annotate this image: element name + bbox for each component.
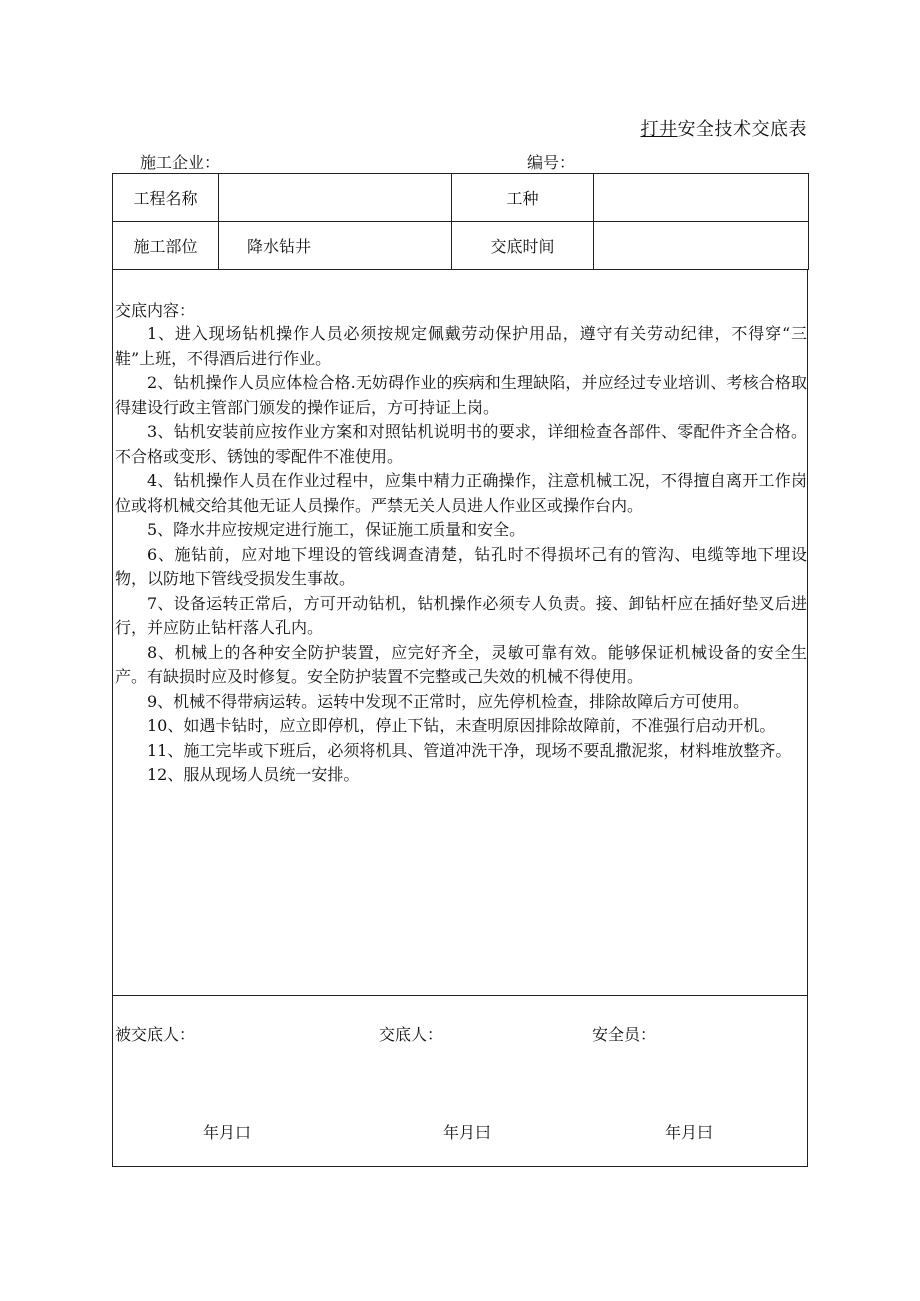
presenter-date: 年月曰 [443,1123,492,1142]
content-item: 4、钻机操作人员在作业过程中，应集中精力正确操作，注意机械工况，不得擅自离开工作岗位或将机械交给其他无证人员操作。严禁无关人员进人作业区或操作台内。 [115,471,807,515]
time-label: 交底时间 [452,222,594,270]
content-item: 8、机械上的各种安全防护装置，应完好齐全，灵敏可靠有效。能够保证机械设备的安全生产。有缺损时应及时修复。安全防护装置不完整或己失效的机械不得使用。 [115,642,807,686]
content-heading: 交底内容： [115,301,196,320]
receiver-label: 被交底人： [115,1025,196,1044]
signature-section [112,996,808,1167]
location-label: 施工部位 [113,222,219,270]
trade-value[interactable] [594,174,809,222]
title-underlined-part: 打井 [640,119,678,140]
content-item: 5、降水井应按规定进行施工，保证施工质量和安全。 [147,520,526,539]
content-item: 10、如遇卡钻时，应立即停机，停止下钻，未查明原因排除故障前，不准强行启动开机。 [147,716,776,735]
content-item: 11、施工完毕或下班后，必须将机具、管道冲洗干净，现场不要乱撒泥浆，材料堆放整齐。 [147,740,792,760]
company-label: 施工企业： [140,153,221,172]
presenter-label: 交底人： [379,1025,444,1044]
location-value[interactable]: 降水钻井 [219,222,452,270]
project-name-label: 工程名称 [113,174,219,222]
info-row-1 [113,174,809,222]
trade-label: 工种 [452,174,594,222]
content-section [112,270,808,996]
content-items [115,322,807,788]
content-item: 12、服从现场人员统一安排。 [147,765,360,784]
safety-officer-date: 年月曰 [665,1123,714,1142]
content-item: 3、钻机安装前应按作业方案和对照钻机说明书的要求，详细检查各部件、零配件齐全合格。不合格或变形、锈蚀的零配件不准使用。 [115,422,807,466]
content-item: 7、设备运转正常后，方可开动钻机，钻机操作必须专人负责。接、卸钻杆应在插好垫叉后进行，并应防止钻杆落人孔内。 [115,593,807,637]
document-title [641,115,808,141]
project-name-value[interactable] [219,174,452,222]
content-item: 2、钻机操作人员应体检合格.无妨碍作业的疾病和生理缺陷，并应经过专业培训、考核合格取得建设行政主管部门颁发的操作证后，方可持证上岗。 [115,373,807,417]
content-item: 1、进入现场钻机操作人员必须按规定佩戴劳动保护用品，遵守有关劳动纪律，不得穿“三鞋”上班，不得酒后进行作业。 [115,324,807,368]
info-table [112,173,809,270]
info-row-2 [113,222,809,270]
safety-officer-label: 安全员： [592,1025,657,1044]
title-rest: 安全技术交底表 [677,119,807,140]
content-item: 6、施钻前，应对地下埋设的管线调查清楚，钻孔时不得损坏己有的管沟、电缆等地下埋设物，以防地下管线受损发生事故。 [115,544,807,588]
time-value[interactable] [594,222,809,270]
number-label: 编号： [527,153,576,172]
content-item: 9、机械不得带病运转。运转中发现不正常时，应先停机检查，排除故障后方可使用。 [147,691,750,711]
receiver-date: 年月口 [203,1123,252,1142]
